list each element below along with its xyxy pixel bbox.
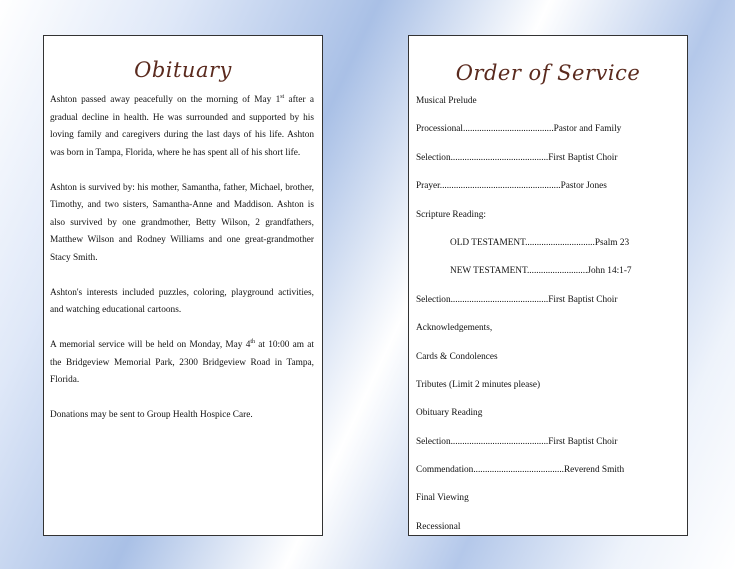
obituary-paragraph: Donations may be sent to Group Health Hospice Care. — [50, 410, 253, 420]
service-item: OLD TESTAMENT..............................Psalm 23 — [450, 237, 630, 248]
service-list — [416, 94, 679, 548]
service-item: Tributes (Limit 2 minutes please) — [416, 379, 541, 390]
service-item: NEW TESTAMENT..........................John 14:1-7 — [450, 266, 632, 277]
ordinal-suffix: st — [280, 93, 285, 100]
order-of-service-page — [408, 35, 688, 536]
obituary-paragraph — [50, 92, 314, 162]
obituary-text-run: Ashton passed away peacefully on the morning of May 1 — [50, 95, 281, 105]
service-item: Selection..........................................First Baptist Choir — [416, 152, 618, 163]
obituary-text — [50, 92, 314, 442]
order-of-service-heading: Order of Service — [455, 61, 641, 85]
obituary-paragraph: Ashton is survived by: his mother, Samantha, father, Michael, brother, Timothy, and two sisters, Samantha-Anne and Maddison. Ashton is also survived by one grandmother, Betty Wilson, 2 grandfathers, Matthew Wilson and Rodney Williams and one great-grandmother Stacy Smith. — [50, 182, 314, 263]
obituary-text-run: after a gradual decline in health. He was surrounded and supported by his loving family and caregivers during the last days of his life. Ashton was born in Tampa, Florida, where he has spent all of his short life. — [50, 95, 314, 158]
service-item: Cards & Condolences — [416, 351, 498, 362]
service-item: Commendation.......................................Reverend Smith — [416, 465, 625, 476]
service-item: Acknowledgements, — [416, 323, 493, 334]
obituary-page — [43, 35, 323, 536]
ordinal-suffix: th — [250, 338, 256, 345]
service-item: Final Viewing — [416, 493, 469, 504]
service-item: Musical Prelude — [416, 96, 477, 106]
obituary-paragraph: Ashton's interests included puzzles, coloring, playground activities, and watching educational cartoons. — [50, 287, 314, 315]
obituary-text-run: A memorial service will be held on Monday, May 4 — [50, 340, 251, 350]
service-item: Selection..........................................First Baptist Choir — [416, 436, 618, 447]
obituary-paragraph — [50, 337, 314, 390]
service-item: Scripture Reading: — [416, 209, 486, 220]
obituary-heading: Obituary — [134, 58, 232, 82]
obituary-text-run: at 10:00 am at the Bridgeview Memorial Park, 2300 Bridgeview Road in Tampa, Florida. — [50, 340, 314, 385]
service-item: Recessional — [416, 521, 461, 532]
service-item: Obituary Reading — [416, 408, 483, 419]
service-item: Processional.......................................Pastor and Family — [416, 124, 622, 135]
service-item: Prayer....................................................Pastor Jones — [416, 181, 607, 192]
service-item: Selection..........................................First Baptist Choir — [416, 294, 618, 305]
